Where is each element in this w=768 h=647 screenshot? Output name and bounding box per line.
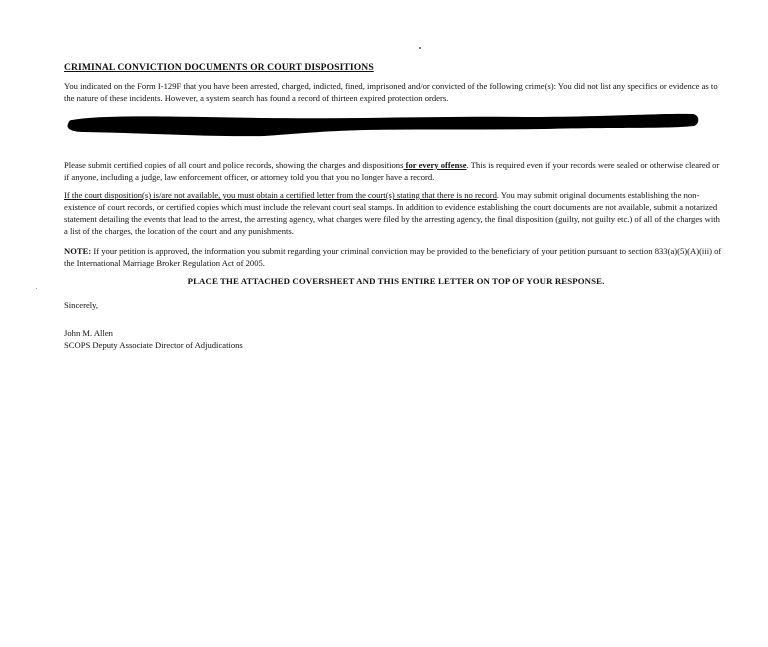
closing: Sincerely, [64, 300, 99, 310]
paragraph-submit-records [64, 159, 724, 183]
scan-speck [419, 47, 421, 49]
redaction-bar [64, 108, 704, 142]
paragraph-crime-indication: You indicated on the Form I-129F that you have been arrested, charged, indicted, fined, imprisoned and/or convicted of the following crime(s): You did not list any specifics or evidence as to the nature of these incidents. However, a system search has found a record of thirteen expired protection orders. [64, 81, 718, 103]
instruction-line: PLACE THE ATTACHED COVERSHEET AND THIS ENTIRE LETTER ON TOP OF YOUR RESPONSE. [187, 276, 605, 286]
note-text: If your petition is approved, the information you submit regarding your criminal conviction may be provided to the beneficiary of your petition pursuant to section 833(a)(5)(A)(iii) of the International Marriage Broker Regulation Act of 2005. [64, 246, 722, 268]
text-segment: . You may submit original documents establishing the non-existence of court records, or certified copies which must include the relevant court seal stamps. In addition to evidence establishing the court documents are not available, submit a notarized statement detailing the events that lead to the arrest, the arresting agency, what charges were filed by the arresting agency, the final disposition (guilty, not guilty etc.) of all of the charges with a list of the charges, the location of the court and any punishments. [64, 190, 720, 236]
emphasis-for-every-offense: for every offense [403, 160, 467, 170]
signer-name: John M. Allen [64, 328, 113, 338]
paragraph-note [64, 245, 724, 269]
paragraph-court-disposition [64, 189, 724, 237]
underlined-requirement: If the court disposition(s) is/are not available, you must obtain a certified letter from the court(s) stating that there is no record [64, 190, 497, 200]
note-label: NOTE: [64, 246, 92, 256]
section-heading: CRIMINAL CONVICTION DOCUMENTS OR COURT DISPOSITIONS [64, 62, 374, 73]
text-segment: . This is required even if your records were sealed or otherwise cleared or if anyone, including a judge, law enforcement officer, or attorney told you that you no longer have a record. [64, 160, 720, 182]
text-segment: Please submit certified copies of all court and police records, showing the charges and dispositions [64, 160, 404, 170]
signer-title: SCOPS Deputy Associate Director of Adjudications [64, 340, 243, 350]
scan-speck [36, 288, 37, 289]
